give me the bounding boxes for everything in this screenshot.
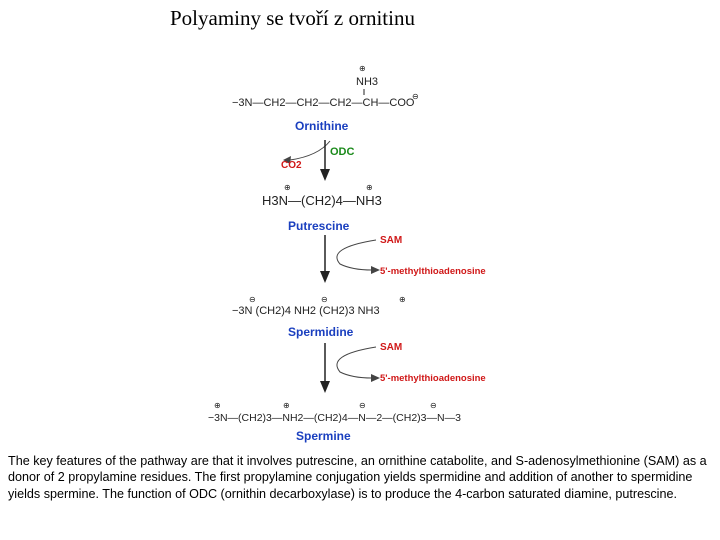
step2-curve-arrow: [337, 240, 376, 270]
ornithine-carboxylate-charge: ⊖: [412, 92, 419, 101]
spermine-label: Spermine: [296, 429, 351, 443]
spermidine-formula: −3N (CH2)4 NH2 (CH2)3 NH3: [232, 305, 380, 317]
step2-curve-arrowhead: [371, 266, 380, 274]
ornithine-amino-group: NH3: [356, 76, 379, 88]
step3-sam-label: SAM: [380, 342, 403, 353]
odc-enzyme-label: ODC: [330, 146, 355, 158]
odc-curve-arrow: [290, 141, 330, 160]
spermine-formula: −3N—(CH2)3—NH2—(CH2)4—N—2—(CH2)3—N—3: [208, 412, 461, 424]
step3-main-arrowhead: [320, 381, 330, 393]
ornithine-label: Ornithine: [295, 119, 349, 133]
spermine-charge-1: ⊕: [214, 401, 221, 410]
spermidine-charge-3: ⊕: [399, 295, 406, 304]
step3-mta-label: 5'-methylthioadenosine: [380, 373, 486, 384]
step2-sam-label: SAM: [380, 235, 403, 246]
step2-main-arrowhead: [320, 271, 330, 283]
spermine-charge-2: ⊕: [283, 401, 290, 410]
step3-curve-arrowhead: [371, 374, 380, 382]
ornithine-formula: −3N—CH2—CH2—CH2—CH—COO: [232, 97, 415, 109]
spermine-charge-4: ⊖: [430, 401, 437, 410]
putrescine-charge-left: ⊕: [284, 183, 291, 192]
co2-byproduct-label: CO2: [281, 160, 302, 171]
slide-title: Polyaminy se tvoří z ornitinu: [170, 6, 415, 30]
spermine-charge-3: ⊖: [359, 401, 366, 410]
spermidine-label: Spermidine: [288, 325, 354, 339]
step3-curve-arrow: [337, 347, 376, 378]
pathway-caption: The key features of the pathway are that it involves putrescine, an ornithine catabolite, and S-adenosylmethionine (SAM) as a donor of 2 propylamine residues. The first propylamine conjugation yields spermidine and addition of another to spermidine yields spermine. The function of ODC (ornithin decarboxylase) is to produce the 4-carbon saturated diamine, putrescine.: [8, 454, 707, 501]
putrescine-label: Putrescine: [288, 219, 350, 233]
spermidine-charge-2: ⊖: [321, 295, 328, 304]
spermidine-charge-1: ⊖: [249, 295, 256, 304]
putrescine-charge-right: ⊕: [366, 183, 373, 192]
step1-main-arrowhead: [320, 169, 330, 181]
ornithine-charge-mark: ⊕: [359, 64, 366, 73]
putrescine-formula: H3N—(CH2)4—NH3: [262, 193, 382, 208]
step2-mta-label: 5'-methylthioadenosine: [380, 266, 486, 277]
